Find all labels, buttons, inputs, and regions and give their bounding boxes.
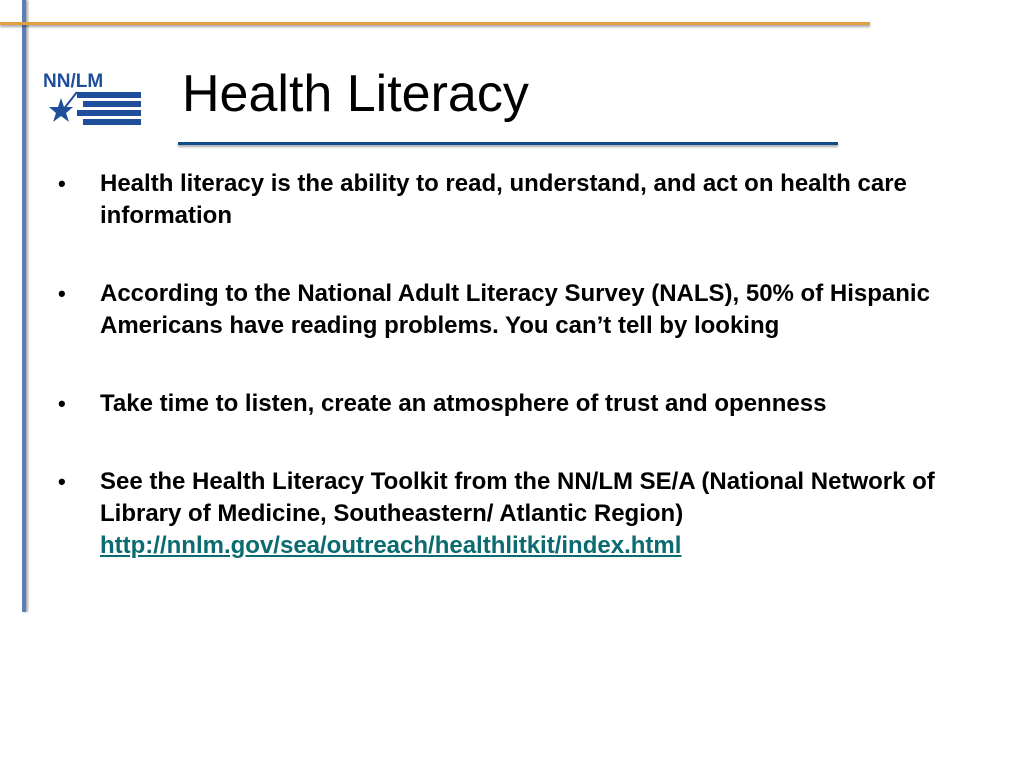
bullet-list bbox=[58, 168, 958, 608]
bullet-dot-icon: • bbox=[58, 171, 66, 196]
slide-frame-horizontal-line bbox=[0, 22, 870, 25]
bullet-item bbox=[58, 466, 958, 562]
slide-title: Health Literacy bbox=[182, 65, 529, 123]
title-underline bbox=[178, 142, 838, 145]
slide-frame-vertical-line bbox=[22, 0, 26, 612]
nnlm-logo-icon bbox=[43, 70, 143, 128]
bullet-dot-icon: • bbox=[58, 391, 66, 416]
bullet-dot-icon: • bbox=[58, 281, 66, 306]
bullet-item bbox=[58, 168, 958, 232]
bullet-text: Health literacy is the ability to read, understand, and act on health care information bbox=[100, 170, 907, 229]
bullet-text: Take time to listen, create an atmosphere of trust and openness bbox=[100, 390, 827, 417]
bullet-item bbox=[58, 278, 958, 342]
bullet-text: See the Health Literacy Toolkit from the NN/LM SE/A (National Network of Library of Medicine, Southeastern/ Atlantic Region) bbox=[100, 468, 935, 527]
bullet-text: According to the National Adult Literacy Survey (NALS), 50% of Hispanic Americans have reading problems. You can’t tell by looking bbox=[100, 280, 930, 339]
bullet-item bbox=[58, 388, 958, 420]
bullet-dot-icon: • bbox=[58, 469, 66, 494]
healthlitkit-link[interactable]: http://nnlm.gov/sea/outreach/healthlitkit/index.html bbox=[100, 532, 682, 559]
logo-text: NN/LM bbox=[43, 71, 104, 92]
